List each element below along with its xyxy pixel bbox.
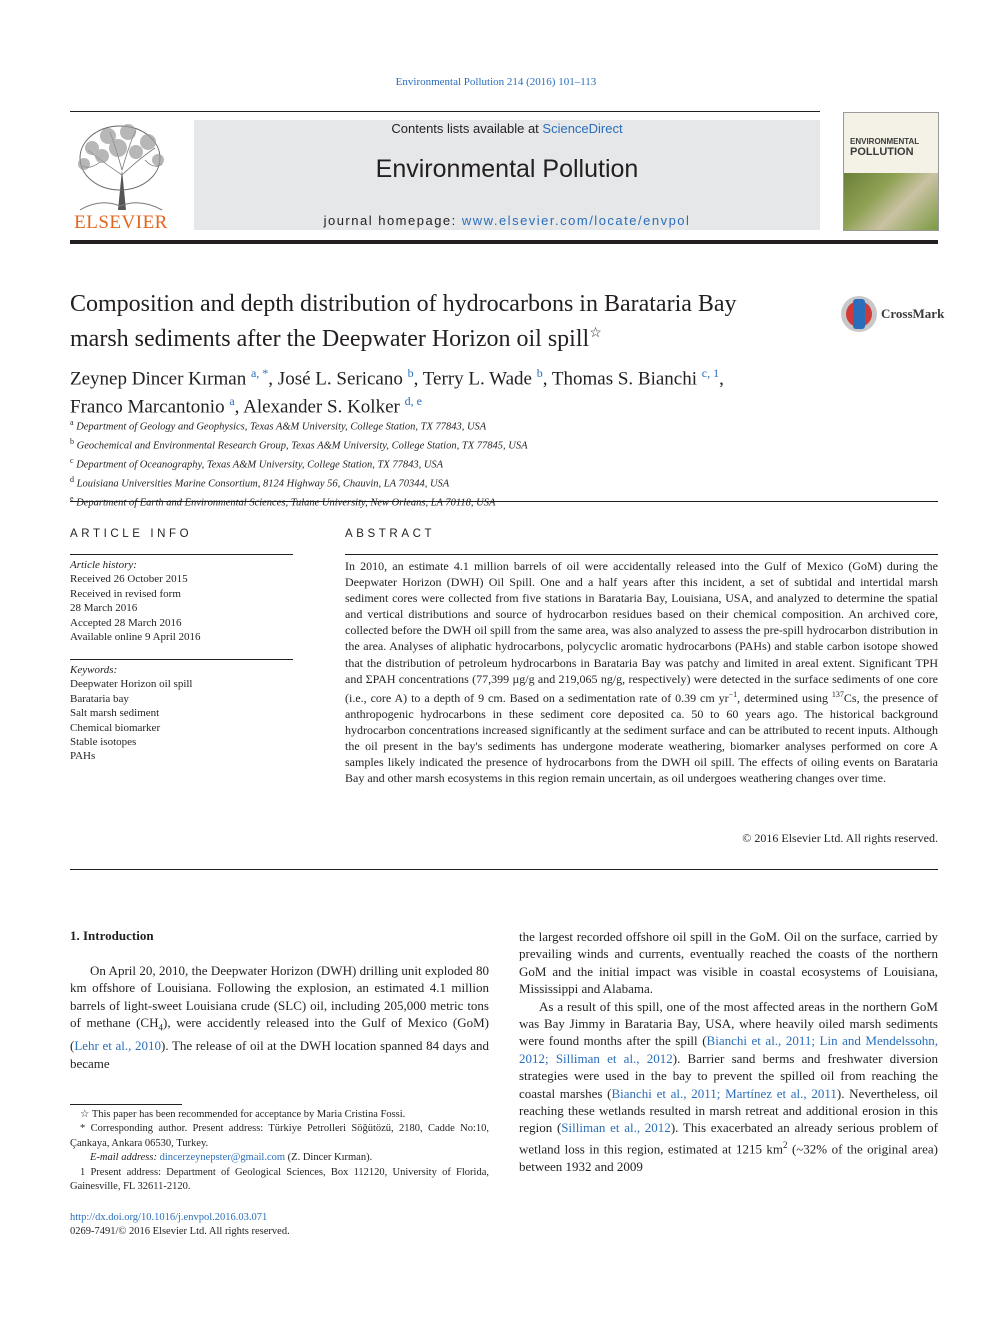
homepage-link[interactable]: www.elsevier.com/locate/envpol [461, 213, 691, 228]
citation-link[interactable]: Bianchi et al., 2011; Lin and Mendelssohn, 2012; Silliman et al., 2012 [519, 1033, 938, 1066]
footnote-1: 1 Present address: Department of Geological Sciences, Box 112120, University of Florida, Gainesville, FL 32611-2120. [70, 1166, 489, 1193]
abstract-heading: ABSTRACT [345, 528, 436, 540]
author-affil-link[interactable]: d, e [404, 394, 422, 409]
author-name[interactable]: Franco Marcantonio [70, 396, 225, 418]
body-paragraph [519, 998, 938, 1175]
footnotes [70, 1108, 489, 1194]
affiliation-text: Geochemical and Environmental Research Group, Texas A&M University, College Station, TX 77845, USA [76, 440, 528, 452]
body-text: ). This exacerbated an already serious problem of wetland loss in this region, estimated at 1215 km [519, 1120, 938, 1157]
abstract-part: , determined using [737, 690, 832, 705]
abstract-text [345, 558, 938, 786]
abstract-bottom-rule [70, 869, 938, 870]
footnote-star: ☆ This paper has been recommended for acceptance by Maria Cristina Fossi. [80, 1109, 406, 1120]
author-affil-link[interactable]: c, 1 [701, 366, 720, 380]
affiliation-key: c [70, 455, 74, 465]
journal-title: Environmental Pollution [375, 155, 639, 183]
info-rule [70, 554, 293, 555]
author-affil-link[interactable]: b [407, 366, 414, 380]
keyword-item: Barataria bay [70, 692, 129, 705]
article-title [70, 290, 830, 354]
author-name[interactable]: Alexander S. Kolker [243, 396, 400, 418]
abstract-copyright: © 2016 Elsevier Ltd. All rights reserved. [742, 831, 938, 845]
keywords-block [70, 663, 293, 764]
email-suffix: (Z. Dincer Kırman). [285, 1152, 373, 1164]
sciencedirect-link[interactable]: ScienceDirect [542, 121, 623, 136]
body-text: On April 20, 2010, the Deepwater Horizon (DWH) drilling unit exploded 80 km offshore of Louisiana. Following the explosion, an estimated 4.1 million barrels of light-sweet Louisiana crude (SLC) oil, including 205,000 metric tons of methane (CH [70, 963, 489, 1031]
author-affil-link[interactable]: a [229, 394, 235, 409]
citation-link[interactable]: Silliman et al., 2012 [561, 1120, 671, 1136]
keywords-rule [70, 659, 293, 660]
affiliation-item [70, 454, 930, 473]
body-text: ). The release of oil at the DWH location spanned 84 days and became [70, 1038, 489, 1071]
history-label: Article history: [70, 559, 137, 571]
cover-title-line2: POLLUTION [850, 146, 914, 158]
affiliation-item [70, 473, 930, 492]
issn-line: 0269-7491/© 2016 Elsevier Ltd. All rights reserved. [70, 1226, 290, 1238]
body-superscript: 2 [783, 1139, 788, 1150]
abstract-superscript: 137 [831, 689, 844, 699]
body-subscript: 4 [158, 1022, 163, 1033]
abstract-part: In 2010, an estimate 4.1 million barrels of oil were accidentally released into the Gulf of Mexico (GoM) during the Deepwater Horizon (DWH) Oil Spill. One and a half years after this incident, a set of subtidal and intertidal marsh sediment cores were collected from five stations in Barataria Bay, Louisiana, USA, and analyzed to determine the spatial and vertical distributions and source of hydrocarbon residues based on their chemical composition. An archived core, collected before the DWH oil spill from the same area, was also analyzed to assess the pre-spill hydrocarbon distribution in the area. Analyses of aliphatic hydrocarbons, polycyclic aromatic hydrocarbons (PAHs) and stable carbon isotope showed that the distribution of petroleum hydrocarbons in Barataria Bay was patchy and limited in areal extent. Significant TPH and ΣPAH concentrations (77,399 µg/g and 219,065 ng/g, respectively) were detected in the surface sediments of one core (i.e., core A) to a depth of 9 cm. Based on a sedimentation rate of 0.39 cm yr [345, 559, 938, 705]
affiliation-item [70, 435, 930, 454]
author-separator: , [719, 368, 724, 390]
doi-block [70, 1211, 489, 1240]
cover-title-line1: ENVIRONMENTAL [850, 137, 920, 146]
crossmark-label: CrossMark [881, 306, 945, 321]
body-paragraph [70, 962, 489, 1072]
journal-citation[interactable] [0, 76, 992, 88]
affiliation-item [70, 416, 930, 435]
body-text: (~32% of the original area) between 1932 and 2009 [519, 1141, 938, 1174]
body-text: As a result of this spill, one of the most affected areas in the northern GoM was Bay Jimmy in Barataria Bay, USA, where heavily oiled marsh sediments were found months after the spill ( [519, 998, 938, 1049]
keyword-item: Chemical biomarker [70, 721, 161, 734]
section-heading-introduction: 1. Introduction [70, 928, 154, 943]
history-item: 28 March 2016 [70, 602, 138, 615]
cover-image [844, 173, 938, 230]
history-item: Received 26 October 2015 [70, 573, 188, 586]
keyword-item: PAHs [70, 750, 96, 763]
citation-link[interactable]: Lehr et al., 2010 [74, 1038, 162, 1054]
keyword-item: Deepwater Horizon oil spill [70, 678, 193, 691]
author-name[interactable]: Zeynep Dincer Kırman [70, 368, 247, 390]
author-affil-link[interactable]: b [536, 366, 543, 380]
email-label: E-mail address: [90, 1152, 160, 1164]
keyword-item: Salt marsh sediment [70, 707, 160, 720]
affiliation-text: Department of Geology and Geophysics, Texas A&M University, College Station, TX 77843, USA [76, 421, 487, 433]
affiliation-text: Department of Earth and Environmental Sciences, Tulane University, New Orleans, LA 70118, USA [76, 497, 496, 509]
article-history [70, 558, 293, 644]
citation-link[interactable]: Bianchi et al., 2011; Martínez et al., 2011 [611, 1085, 837, 1101]
abstract-part: Cs, the presence of anthropogenic hydrocarbons in these sediment core deposited ca. 50 to 60 years ago. The historical background hydrocarbon concentrations increased significantly at the sediment surface and can be attributed to recent inputs. Although the oil present in the bay's sediments has undergone moderate weathering, biomarker analyses performed on core A samples likely indicated the presence of hydrocarbons from the DWH oil spill. The effects of oiling events on Barataria Bay and other marsh ecosystems in this region remain uncertain, as oil undergoes weathering changes over time. [345, 690, 939, 786]
abstract-superscript: −1 [728, 689, 738, 699]
affiliation-text: Louisiana Universities Marine Consortium, 8124 Highway 56, Chauvin, LA 70344, USA [76, 478, 450, 490]
affiliation-key: d [70, 474, 74, 484]
affiliation-key: b [70, 436, 74, 446]
elsevier-wordmark: ELSEVIER [74, 212, 168, 233]
footnote-rule [70, 1104, 182, 1105]
affiliation-key: a [70, 418, 74, 427]
affiliation-text: Department of Oceanography, Texas A&M University, College Station, TX 77843, USA [76, 459, 444, 471]
contents-line [194, 121, 820, 136]
contents-prefix: Contents lists available at [391, 121, 543, 136]
citation-link[interactable]: Environmental Pollution 214 (2016) 101–113 [395, 76, 597, 88]
body-column-left [70, 962, 489, 1072]
body-text: ), were accidently released into the Gulf of Mexico (GoM) ( [70, 1015, 489, 1054]
keyword-item: Stable isotopes [70, 736, 137, 749]
abstract-rule [345, 554, 938, 555]
author-separator: , [234, 396, 244, 418]
affiliation-list [70, 416, 930, 511]
author-name[interactable]: Thomas S. Bianchi [551, 368, 698, 390]
affiliation-key: e [70, 493, 74, 503]
body-column-right [519, 928, 938, 1175]
body-text: ). Barrier sand berms and freshwater diversion strategies were used in the bay to prevent the spilled oil from reaching the coastal marshes ( [519, 1050, 938, 1101]
author-separator: , [413, 368, 423, 390]
title-footnote-star[interactable]: ☆ [589, 326, 602, 341]
title-line1: Composition and depth distribution of hydrocarbons in Barataria Bay [70, 291, 737, 317]
body-text: ). Nevertheless, oil reaching these wetlands resulted in marsh retreat and additional erosion in this region ( [519, 1085, 938, 1136]
body-paragraph: the largest recorded offshore oil spill in the GoM. Oil on the surface, carried by prevailing winds and currents, eventually reached the coasts of the northern GoM and the initial impact was visible in coastal ecosystems of Louisiana, Mississippi and Alabama. [519, 929, 938, 997]
history-item: Accepted 28 March 2016 [70, 616, 182, 629]
author-separator: , [542, 368, 552, 390]
article-info-heading: ARTICLE INFO [70, 528, 193, 540]
header-thick-rule [70, 240, 938, 244]
author-name[interactable]: José L. Sericano [277, 368, 403, 390]
title-line2: marsh sediments after the Deepwater Horizon oil spill [70, 326, 590, 352]
keywords-label: Keywords: [70, 664, 118, 676]
author-name[interactable]: Terry L. Wade [422, 368, 532, 390]
footnote-email [70, 1151, 489, 1165]
section-rule [70, 501, 938, 502]
history-item: Available online 9 April 2016 [70, 631, 201, 644]
crossmark-button[interactable] [841, 296, 945, 336]
journal-cover-thumbnail[interactable] [843, 112, 939, 231]
footnote-corresponding: * Corresponding author. Present address: Türkiye Petrolleri Söğütözü, 2180, Cadde No:10, Çankaya, Ankara 06530, Turkey. [70, 1123, 489, 1149]
email-link[interactable]: dincerzeynepster@gmail.com [159, 1152, 286, 1164]
author-list [70, 362, 930, 419]
doi-link[interactable]: http://dx.doi.org/10.1016/j.envpol.2016.03.071 [70, 1212, 268, 1223]
author-separator: , [268, 368, 278, 390]
cover-title [850, 137, 919, 157]
homepage-prefix: journal homepage: [323, 213, 462, 228]
crossmark-icon [841, 296, 877, 332]
homepage-line [194, 213, 820, 228]
history-item: Received in revised form [70, 587, 181, 600]
header-rule [70, 111, 820, 112]
author-affil-link[interactable]: a, * [250, 366, 269, 380]
